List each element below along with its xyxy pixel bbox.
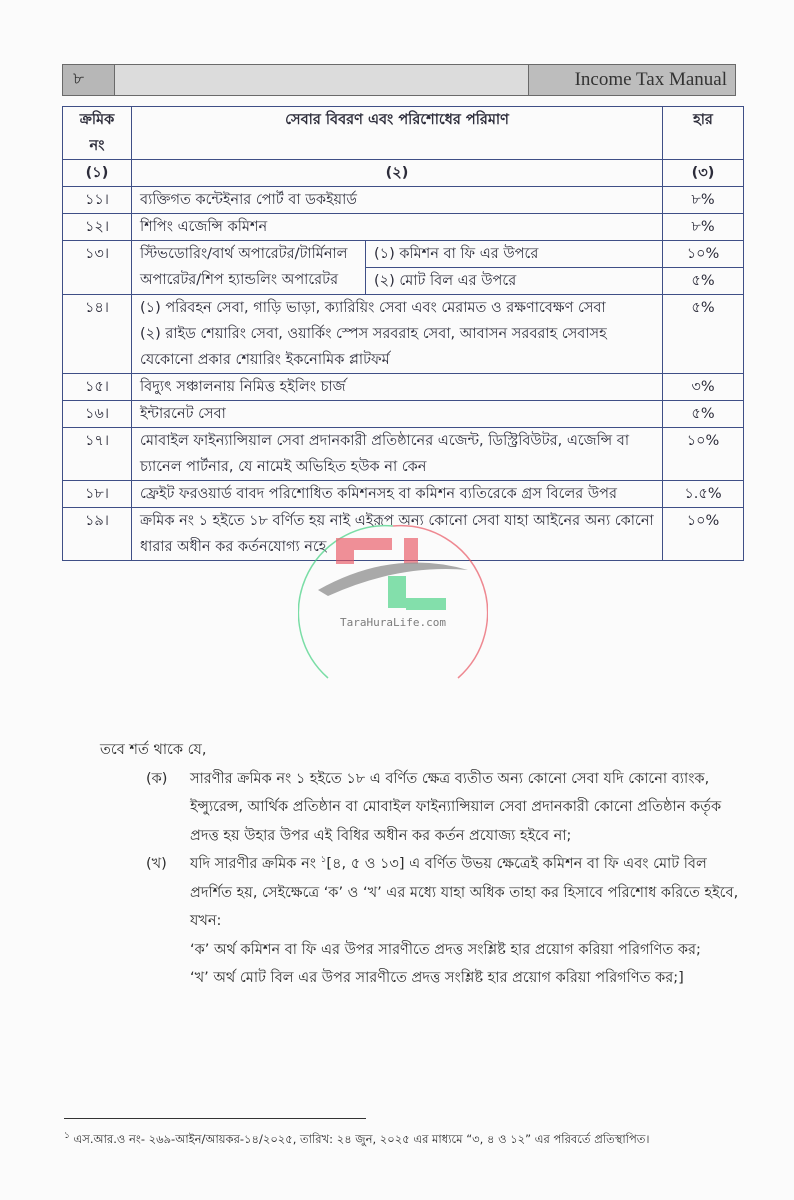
footnote-reference[interactable]: ১ (320, 855, 327, 866)
tax-rate-table (62, 106, 744, 561)
sub-basis-commission: (১) কমিশন বা ফি এর উপরে (366, 241, 663, 268)
row-rate: ১.৫% (663, 481, 744, 508)
row-serial: ১৬। (63, 401, 132, 428)
header-description: সেবার বিবরণ এবং পরিশোধের পরিমাণ (132, 107, 663, 160)
row-description-part-2: (২) রাইড শেয়ারিং সেবা, ওয়ার্কিং স্পেস সরবরাহ সেবা, আবাসন সরবরাহ সেবাসহ যেকোনো প্রকার শেয়ারিং ইকনোমিক প্লাটফর্ম (140, 326, 607, 368)
column-number-2: (২) (132, 160, 663, 187)
row-description: মোবাইল ফাইন্যান্সিয়াল সেবা প্রদানকারী প্রতিষ্ঠানের এজেন্ট, ডিস্ট্রিবিউটর, এজেন্সি বা চ্যানেল পার্টনার, যে নামেই অভিহিত হউক না কেন (132, 428, 663, 481)
table-row (63, 187, 744, 214)
proviso-clause-kha (146, 850, 750, 993)
clause-text (190, 850, 750, 993)
row-description (132, 295, 663, 374)
table-row (63, 401, 744, 428)
footnote-mark: ১ (64, 1131, 70, 1142)
column-number-1: (১) (63, 160, 132, 187)
row-serial: ১২। (63, 214, 132, 241)
clause-mark: (খ) (146, 856, 167, 872)
footnote (64, 1128, 740, 1150)
row-description: শিপিং এজেন্সি কমিশন (132, 214, 663, 241)
page-header (62, 64, 736, 96)
row-rate: ৮% (663, 214, 744, 241)
row-rate: ৮% (663, 187, 744, 214)
clause-text-part: যদি সারণীর ক্রমিক নং (190, 856, 321, 872)
table-row (63, 214, 744, 241)
row-description: ফ্রেইট ফরওয়ার্ড বাবদ পরিশোধিত কমিশনসহ বা কমিশন ব্যতিরেকে গ্রস বিলের উপর (132, 481, 663, 508)
table-row (63, 481, 744, 508)
row-rate: ৩% (663, 374, 744, 401)
proviso-clause-ka (146, 765, 750, 851)
column-number-3: (৩) (663, 160, 744, 187)
clause-mark: (ক) (146, 770, 168, 787)
row-rate: ৫% (663, 268, 744, 295)
header-serial: ক্রমিক নং (63, 107, 132, 160)
table-row (63, 295, 744, 374)
footnote-divider (64, 1118, 366, 1119)
row-serial: ১৭। (63, 428, 132, 481)
clause-text: সারণীর ক্রমিক নং ১ হইতে ১৮ এ বর্ণিত ক্ষেত্র ব্যতীত অন্য কোনো সেবা যদি কোনো ব্যাংক, ইন্স্যুরেন্স, আর্থিক প্রতিষ্ঠান বা মোবাইল ফাইন্যান্সিয়াল সেবা প্রদানকারী কোনো প্রতিষ্ঠান কর্তৃক প্রদত্ত হয় উহার উপর এই বিধির অধীন কর কর্তন প্রযোজ্য হইবে না; (190, 770, 722, 844)
row-rate: ৫% (663, 295, 744, 374)
table-row (63, 508, 744, 561)
row-description: বিদ্যুৎ সঞ্চালনায় নিমিত্ত হইলিং চার্জ (132, 374, 663, 401)
proviso-section (100, 736, 750, 993)
definition-kha: ‘খ’ অর্থ মোট বিল এর উপর সারণীতে প্রদত্ত সংশ্লিষ্ট হার প্রয়োগ করিয়া পরিগণিত কর;] (190, 970, 684, 986)
row-rate: ১০% (663, 428, 744, 481)
table-row (63, 241, 744, 268)
definition-ka: ‘ক’ অর্থ কমিশন বা ফি এর উপর সারণীতে প্রদত্ত সংশ্লিষ্ট হার প্রয়োগ করিয়া পরিগণিত কর; (190, 941, 701, 958)
row-rate: ৫% (663, 401, 744, 428)
row-serial: ১৫। (63, 374, 132, 401)
row-serial: ১৮। (63, 481, 132, 508)
row-description: ব্যক্তিগত কন্টেইনার পোর্ট বা ডকইয়ার্ড (132, 187, 663, 214)
row-rate: ১০% (663, 241, 744, 268)
row-description: ইন্টারনেট সেবা (132, 401, 663, 428)
row-description-part-1: (১) পরিবহন সেবা, গাড়ি ভাড়া, ক্যারিয়িং সেবা এবং মেরামত ও রক্ষণাবেক্ষণ সেবা (140, 300, 606, 316)
header-band (115, 65, 529, 95)
proviso-intro: তবে শর্ত থাকে যে, (100, 742, 207, 758)
footnote-text: এস.আর.ও নং- ২৬৯-আইন/আয়কর-১৪/২০২৫, তারিখ: ২৪ জুন, ২০২৫ এর মাধ্যমে “৩, ৪ ও ১২” এর পরিবর্তে প্রতিস্থাপিত। (73, 1132, 650, 1146)
row-serial: ১১। (63, 187, 132, 214)
column-number-row (63, 160, 744, 187)
row-rate: ১০% (663, 508, 744, 561)
row-serial: ১৩। (63, 241, 132, 295)
header-rate: হার (663, 107, 744, 160)
row-description: স্টিভডোরিং/বার্থ অপারেটর/টার্মিনাল অপারেটর/শিপ হ্যান্ডলিং অপারেটর (132, 241, 366, 295)
table-row (63, 374, 744, 401)
book-title: Income Tax Manual (529, 65, 735, 95)
row-serial: ১৪। (63, 295, 132, 374)
table-header-row (63, 107, 744, 160)
page-number: ৮ (63, 65, 115, 95)
row-description: ক্রমিক নং ১ হইতে ১৮ বর্ণিত হয় নাই এইরূপ অন্য কোনো সেবা যাহা আইনের অন্য কোনো ধারার অধীন কর কর্তনযোগ্য নহে (132, 508, 663, 561)
watermark-site-name: TaraHuraLife.com (340, 616, 446, 629)
sub-basis-total-bill: (২) মোট বিল এর উপরে (366, 268, 663, 295)
clause-text-part: [৪, ৫ ও ১৩] এ বর্ণিত উভয় ক্ষেত্রেই কমিশন বা ফি এবং মোট বিল প্রদর্শিত হয়, সেইক্ষেত্রে ‘ক’ ও ‘খ’ এর মধ্যে যাহা অধিক তাহা কর হিসাবে পরিশোধ করিতে হইবে, যখন: (190, 856, 739, 929)
table-row (63, 428, 744, 481)
row-serial: ১৯। (63, 508, 132, 561)
